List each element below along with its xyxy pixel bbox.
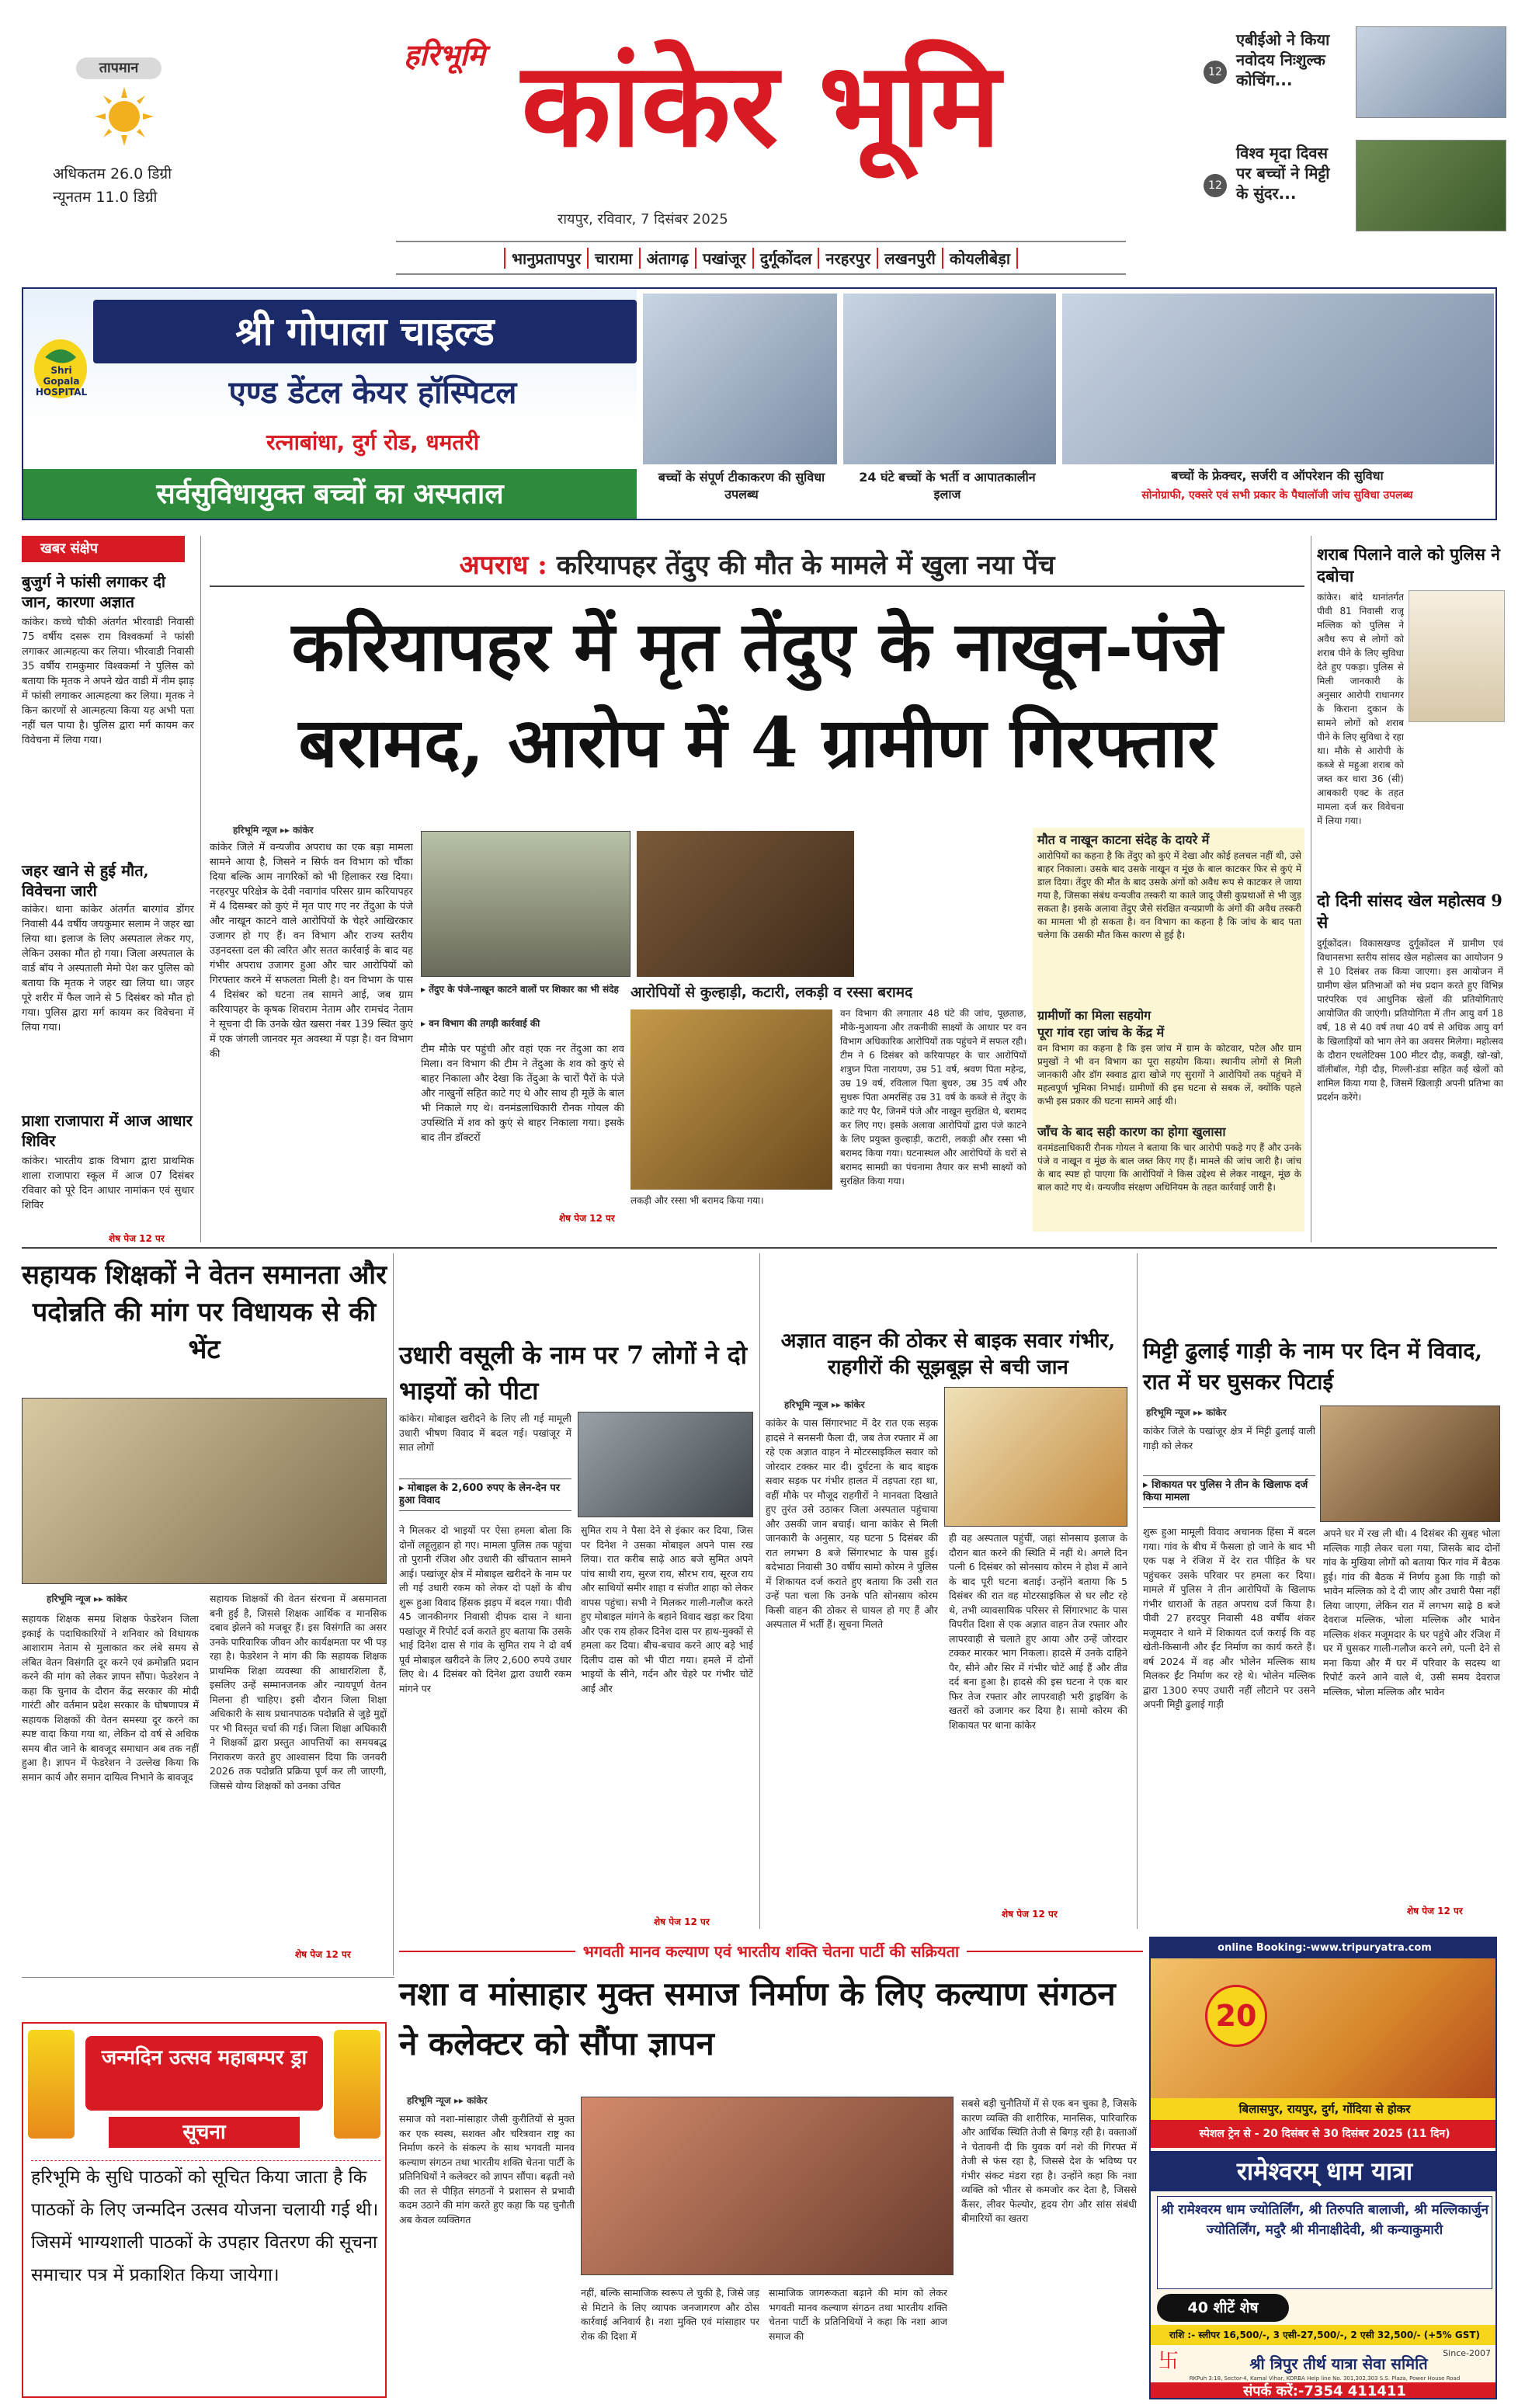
town-item[interactable]: लखनपुरी xyxy=(877,248,942,269)
story-col: सबसे बड़ी चुनौतियों में से एक बन चुका है, जिसके कारण व्यक्ति की शारीरिक, मानसिक, पारिवारिक और आर्थिक स्थिति तेजी से बिगड़ रही है। वक्ताओं ने चेतावनी दी कि युवक वर्ग नशे की गिरफ्त में तेजी से फंस रहा है, जिससे देश के भविष्य पर गंभीर संकट मंडरा रहा है। उन्होंने कहा कि नशा व्यक्ति को भीतर से कमजोर कर देता है, जिससे कैंसर, लीवर फेल्योर, हृदय रोग और सांस संबंधी बीमारियों का खतरा xyxy=(961,2097,1137,2224)
sidebar-body: वन विभाग का कहना है कि इस जांच में ग्राम के कोटवार, पटेल और ग्राम प्रमुखों ने भी वन विभाग का पूरा सहयोग किया। स्थानीय लोगों से मिली जानकारी और डॉग स्क्वाड द्वारा खोजे गए सुरागों ने आरोपियों तक पहुंचने में महत्वपूर्ण भूमिका निभाई। ग्रामीणों की इस घटना से सबक लें, क्योंकि पहले कभी इस प्रकार की घटना सामने आई थी। xyxy=(1037,1043,1301,1107)
hospital-caption-3: बच्चों के फ्रेक्चर, सर्जरी व ऑपरेशन की सुविधा xyxy=(1171,468,1384,483)
story-headline: मिट्टी ढुलाई गाड़ी के नाम पर दिन में विवाद, रात में घर घुसकर पिटाई xyxy=(1143,1338,1482,1395)
birthday-notice-label: सूचना xyxy=(109,2117,300,2148)
sidebar-title: मौत व नाखून काटना संदेह के दायरे में xyxy=(1037,832,1210,847)
teaser-text: विश्व मृदा दिवस पर बच्चों ने मिट्टी के सुंदर... xyxy=(1236,144,1330,203)
accident-illustration xyxy=(944,1387,1127,1527)
hospital-photo-2 xyxy=(843,294,1056,464)
sidebar-body: वनमंडलाधिकारी रौनक गोयल ने बताया कि चार आरोपी पकड़े गए हैं और उनके पंजे व नाखून व मूंछ के बाल जब्त किए गए हैं। मामले की जांच जारी है। जांच के बाद स्पष्ट हो पाएगा कि आरोपियों ने किस उद्देश्य से लेकर नाखून, मूंछ के बाल काटे गए थे। वन्यजीव संरक्षण अधिनियम के तहत कार्रवाई जारी है। xyxy=(1037,1142,1301,1193)
story-subhead: ▸ मोबाइल के 2,600 रुपए के लेन-देन पर हुआ विवाद xyxy=(399,1479,571,1511)
town-item[interactable]: चारामा xyxy=(587,248,638,269)
birthday-ad[interactable] xyxy=(22,2022,387,2398)
weather-min: न्यूनतम 11.0 डिग्री xyxy=(53,189,158,206)
story-headline: नशा व मांसाहार मुक्त समाज निर्माण के लिए कल्याण संगठन ने कलेक्टर को सौंपा ज्ञापन xyxy=(399,1975,1116,2062)
town-item[interactable]: कोयलीबेड़ा xyxy=(942,248,1018,269)
divider xyxy=(200,536,201,1242)
story-col: सामाजिक जागरूकता बढ़ाने की मांग को लेकर भगवती मानव कल्याण संगठन तथा भारतीय शक्ति चेतना पार्टी के प्रतिनिधियों ने कहा कि नशा आज समाज की xyxy=(769,2287,947,2342)
caption-text: वन विभाग की तगड़ी कार्रवाई की xyxy=(429,1018,540,1029)
story-headline: अज्ञात वाहन की ठोकर से बाइक सवार गंभीर, राहगीरों की सूझबूझ से बची जान xyxy=(780,1329,1116,1379)
hospital-photo-1 xyxy=(643,294,837,464)
lead-sidebar xyxy=(1033,828,1304,1232)
brief-headline: बुजुर्ग ने फांसी लगाकर दी जान, कारणा अज्ञात xyxy=(22,572,166,611)
photo-caption-b: ▸ वन विभाग की तगड़ी कार्रवाई की xyxy=(421,1018,540,1029)
right-body: कांकेर। बांदे थानांतर्गत पीवी 81 निवासी राजू मल्लिक को पुलिस ने अवैध रूप से लोगों को शराब पीने के लिए सुविधा देते हुए पकड़ा। पुलिस से मिली जानकारी के अनुसार आरोपी राधानगर के किराना दुकान के सामने लोगों को शराब पीने के लिए सुविधा दे रहा था। मौके से आरोपी के कब्जे से महुआ शराब को जब्त कर धारा 36 (सी) आबकारी एक्ट के तहत मामला दर्ज कर विवेचना में लिया गया। xyxy=(1317,592,1404,826)
teaser-page-badge: 12 xyxy=(1204,174,1227,197)
right-headline: दो दिनी सांसद खेल महोत्सव 9 से xyxy=(1317,891,1502,932)
story-intro: कांकेर। मोबाइल खरीदने के लिए ली गई मामूली उधारी भीषण विवाद में बदल गई। पखांजूर में सात लोगों xyxy=(399,1412,571,1453)
lead-byline: हरिभूमि न्यूज ▸▸ कांकेर xyxy=(233,825,314,836)
dateline: रायपुर, रविवार, 7 दिसंबर 2025 xyxy=(558,211,728,228)
gift-illustration-left xyxy=(28,2030,75,2139)
sidebar-title: पूरा गांव रहा जांच के केंद्र में xyxy=(1037,1025,1165,1040)
hospital-address: रत्नाबांधा, दुर्ग रोड, धमतरी xyxy=(266,429,479,455)
masthead-title: कांकेर भूमि xyxy=(521,36,1001,173)
org-address: RKPuh 3:18, Sector-4, Kamal Vihar, KORBA Help line No. 301,302,303 S.S. Plaza, Power House Road xyxy=(1189,2375,1461,2382)
brief-body: कांकेर। थाना कांकेर अंतर्गत बारगांव डोंगर निवासी 44 वर्षीय जयकुमार सलाम ने जहर खा लिया था। इलाज के लिए अस्पताल लेकर गए, लेकिन उसका मौत हो गया। जिला अस्पताल के वार्ड बॉय ने अस्पताली मेमो पेश कर पुलिस को बताया कि मृतक ने जहर खा लिया था। जहर पूरे शरीर में फैल जाने से 5 दिसंबर को मौत हो गया। पुलिस द्वारा मर्ग कायम कर विवेचना में लिया गया। xyxy=(22,904,194,1034)
hospital-tagline: सर्वसुविधायुक्त बच्चों का अस्पताल xyxy=(23,469,637,519)
price-list: राशि :- स्लीपर 16,500/-, 3 एसी-27,500/-, 2 एसी 32,500/- (+5% GST) xyxy=(1151,2325,1497,2345)
lead-kicker xyxy=(210,544,1304,587)
brief-label: खबर संक्षेप xyxy=(22,536,185,562)
town-item[interactable]: भानुप्रतापपुर xyxy=(504,248,587,269)
caption-text: मोबाइल के 2,600 रुपए के लेन-देन पर हुआ विवाद xyxy=(399,1482,561,1506)
temple-image xyxy=(1151,1958,1497,2098)
hospital-left-panel xyxy=(23,289,637,520)
contact-number[interactable]: संपर्क करें:-7354 411411 xyxy=(1151,2382,1497,2399)
photo-caption-a: ▸ तेंदुए के पंजे-नाखून काटने वालों पर शिकार का भी संदेह xyxy=(421,984,619,995)
leopard-caption: लकड़ी और रस्सा भी बरामद किया गया। xyxy=(630,1195,764,1206)
story-col: ने मिलकर दो भाइयों पर ऐसा हमला बोला कि दोनों लहूलुहान हो गए। मामला पुलिस तक पहुंचा तो पुरानी रंजिश और उधारी की खींचतान सामने आई। पखांजूर क्षेत्र में मोबाइल खरीदने के नाम पर ली गई उधारी रकम को लेकर दो पक्षों के बीच शुरू हुआ विवाद हिंसक झड़प में बदल गया। पीवी 45 जानकीनगर निवासी दीपक दास ने थाना पखांजूर में रिपोर्ट दर्ज कराते हुए बताया कि उसके भाई दिनेश दास से गांव के सुमित राय ने दो वर्ष पूर्व मोबाइल खरीदने के लिए 2,600 रुपये उधार लिए थे। 4 दिसंबर को दिनेश द्वारा उधारी रकम मांगने पर xyxy=(399,1524,571,1694)
divider xyxy=(393,1253,394,1975)
brief-headline: प्राशा राजापारा में आज आधार शिविर xyxy=(22,1111,193,1150)
story-byline: हरिभूमि न्यूज ▸▸ कांकेर xyxy=(407,2095,488,2106)
sun-icon xyxy=(93,85,155,148)
leopard-photo xyxy=(630,1009,832,1190)
hospital-logo-text: Shri Gopala HOSPITAL xyxy=(35,365,88,398)
hospital-photo-3 xyxy=(1062,294,1494,464)
lead-col-1: कांकेर जिले में वन्यजीव अपराध का एक बड़ा मामला सामने आया है, जिसने न सिर्फ वन विभाग को चौंका दिया बल्कि आम नागरिकों को भी हिलाकर रख दिया। नरहरपुर परिक्षेत्र के देवी नवागांव परिसर ग्राम करियापहर में 4 दिसम्बर को कुएं में मृत पाए गए नर तेंदुआ के पंजे और नाखून काटने वाले आरोपियों के चेहरे आखिरकार उजागर हो गए हैं। वन विभाग और राज्य स्तरीय उड़नदस्ता दल की त्वरित और सतत कार्रवाई के बाद यह गंभीर अपराध उजागर हुआ और चार आरोपियों को गिरफ्तार करने में सफलता मिली है। वन विभाग के पास 4 दिसंबर को घटना तब सामने आई, जब ग्राम करियापहर के कृषक शिवराम नेताम और रामचंद नेताम ने सूचना दी कि उनके खेत खसरा नंबर 139 स्थित कुएं में एक जंगली जानवर मृत अवस्था में पड़ा है। वन विभाग की xyxy=(210,842,413,1060)
hospital-caption-4: सोनोग्राफी, एक्सरे एवं सभी प्रकार के पैथालॉजी जांच सुविधा उपलब्ध xyxy=(1141,489,1413,502)
story-byline: हरिभूमि न्यूज ▸▸ कांकेर xyxy=(47,1593,127,1604)
yatra-places: श्री रामेश्वरम धाम ज्योतिर्लिंग, श्री तिरुपति बालाजी, श्री मल्लिकार्जुन ज्योतिर्लिंग, मदुरै श्री मीनाक्षीदेवी, श्री कन्याकुमारी xyxy=(1157,2196,1492,2289)
org-name: श्री त्रिपुर तीर्थ यात्रा सेवा समिति xyxy=(1249,2354,1428,2373)
hospital-caption-2: 24 घंटे बच्चों के भर्ती व आपातकालीन इलाज xyxy=(859,470,1036,502)
yatra-title: रामेश्वरम् धाम यात्रा xyxy=(1151,2151,1497,2191)
story-col: ही वह अस्पताल पहुंचीं, जहां सोनसाय इलाज के दौरान बात करने की स्थिति में नहीं थे। अगले दिन पत्नी 6 दिसंबर को सोनसाय कोरम ने होश में आने के बाद पूरी घटना बताई। उन्होंने बताया कि 5 दिसंबर की रात वह मोटरसाइकिल से घर लौट रहे थे, तभी व्यावसायिक परिसर से सिंगारभाट के पास विपरीत दिशा से एक अज्ञात वाहन तेज रफ्तार और लापरवाही से चलाते हुए आया और उन्हें जोरदार टक्कर मारकर भाग निकला। हादसे में उनके दाहिने पैर, सीने और सिर में गंभीर चोटें आई हैं और तीव्र दर्द बना हुआ है। हादसे की इस घटना ने एक बार फिर तेज रफ्तार और लापरवाही भरी ड्राइविंग के खतरों को उजागर कर दिया है। सामो कोरम की शिकायत पर थाना कांकेर xyxy=(949,1532,1127,1731)
lead-col-2: टीम मौके पर पहुंची और वहां एक नर तेंदुआ का शव मिला। वन विभाग की टीम ने तेंदुआ के शव को कुएं से बाहर निकाला और देखा कि तेंदुआ के चारों पैरों के पंजे और नाखुनों सहित काटे गए थे और साथ ही मूछें के बाल भी निकाले गए थे। वनमंडलाधिकारी रौनक गोयल की उपस्थिति में शव को कुएं से बाहर निकाला गया। इसके बाद तीन डॉक्टरों xyxy=(421,1044,624,1144)
special-train: स्पेशल ट्रेन से - 20 दिसंबर से 30 दिसंबर 2025 (11 दिन) xyxy=(1151,2120,1497,2148)
story-col: अपने घर में रख ली थी। 4 दिसंबर की सुबह भोला मल्लिक गाड़ी लेकर चला गया, जिसके बाद दोनों गांव के मुखिया लोगों को बताया फिर गांव में बैठक हुई। गांव की बैठक में निर्णय हुआ कि गाड़ी को भावेन मल्लिक को दे दी जाए और उधारी पैसा नहीं लिया जाएगा, लेकिन रात में लगभग साढ़े 8 बजे देवराज मल्लिक, भोला मल्लिक और भावेन मल्लिक शंकर मजूमदार के घर पहुंचे और रंजिश में घर में घुसकर गाली-गलौज करने लगे, पत्नी देने से मना किया और मैं घर में परिवार के सदस्य था रिपोर्ट करने आने वाले थे, उसी समय देवराज मल्लिक, भोला मल्लिक और भावेन xyxy=(1323,1527,1500,1697)
kicker-text: करियापहर तेंदुए की मौत के मामले में खुला नया पेंच xyxy=(556,550,1055,581)
story-col: कांकेर के पास सिंगारभाट में देर रात एक सड़क हादसे ने सनसनी फैला दी, जब तेज रफ्तार में आ रहे एक अज्ञात वाहन ने मोटरसाइकिल सवार को जोरदार टक्कर मार दी। दुर्घटना के बाद बाइक सवार सड़क पर गंभीर हालत में तड़पता रहा था, वहीं मौके पर मौजूद राहगीरों ने मानवता दिखाते हुए तुरंत उसे उठाकर जिला अस्पताल पहुंचाया और उसकी जान बचाई। थाना कांकेर से मिली जानकारी के अनुसार, यह घटना 5 दिसंबर की रात लगभग 8 बजे सिंगारभाट के पास हुई। बदेभाठा निवासी 30 वर्षीय सामो कोरम ने पुलिस में शिकायत दर्ज कराते हुए बताया कि उसी रात उन्हें पता चला कि उनके पति सोनसाय कोरम किसी वाहन की ठोकर से घायल हो गए हैं और अस्पताल में भर्ती हैं। सूचना मिलते xyxy=(766,1417,938,1630)
town-item[interactable]: अंतागढ़ xyxy=(639,248,695,269)
evidence-body: वन विभाग की लगातार 48 घंटे की जांच, पूछताछ, मौके-मुआयना और तकनीकी साक्ष्यों के आधार पर वन विभाग अधिकारिक आरोपियों तक पहुंचने में सफल रही। टीम ने 6 दिसंबर को करियापहर के चार आरोपियों शत्रुघ्न पिता नारायण, उम्र 51 वर्ष, श्रवण पिता महेन्द्र, उम्र 19 वर्ष, रविलाल पिता बुधरु, उम्र 35 वर्ष और सुधरू पिता अमरसिंह उम्र 31 वर्ष के कब्जे से तेंदुए के काटे गए पैर, जिनमें पंजे और नाखून सुरक्षित थे, बरामद कर लिए गए। इसके अलावा आरोपियों द्वारा पंजे काटने के लिए प्रयुक्त कुल्हाड़ी, कटारी, लकड़ी और रस्सा भी बरामद किया गया। घटनास्थल और आरोपियों के घरों से बरामद सामग्री का पंचनामा तैयार कर सभी साक्ष्यों को सुरक्षित किया गया। xyxy=(840,1008,1026,1187)
birthday-title: जन्मदिन उत्सव महाबम्पर ड्रा xyxy=(85,2036,323,2111)
cartoon-image xyxy=(1409,590,1505,722)
story-subhead: ▸ शिकायत पर पुलिस ने तीन के खिलाफ दर्ज किया मामला xyxy=(1143,1475,1315,1508)
sidebar-title: ग्रामीणों का मिला सहयोग xyxy=(1037,1008,1152,1023)
continued-link[interactable]: शेष पेज 12 पर xyxy=(1407,1906,1463,1916)
teaser-1[interactable] xyxy=(1204,26,1506,120)
caption-text: शिकायत पर पुलिस ने तीन के खिलाफ दर्ज किया मामला xyxy=(1143,1479,1308,1503)
hospital-name-2: एण्ड डेंटल केयर हॉस्पिटल xyxy=(228,374,517,411)
seats-left: 40 शीटें शेष xyxy=(1157,2294,1289,2322)
weather-box xyxy=(45,54,200,241)
caption-text: तेंदुए के पंजे-नाखून काटने वालों पर शिकार का भी संदेह xyxy=(429,984,619,995)
hospital-logo xyxy=(30,334,92,419)
weather-max: अधिकतम 26.0 डिग्री xyxy=(53,165,172,182)
sidebar-title: जाँच के बाद सही कारण का होगा खुलासा xyxy=(1037,1124,1226,1139)
teaser-page-badge: 12 xyxy=(1204,61,1227,84)
divider xyxy=(1137,1253,1138,1929)
teaser-photo xyxy=(1356,140,1506,231)
weather-label: तापमान xyxy=(76,57,162,79)
sidebar-body: आरोपियों का कहना है कि तेंदुए को कुएं में देखा और कोई हलचल नहीं थी, उसे बाहर निकाला। उसके बाद उसके नाखून व मूंछ के बाल काटकर फिर से कुएं में डाल दिया। तेंदुए की मौत के बाद उसके अंगों को अवैध रूप से काटकर ले जाया गया है, जिसका संबंध वन्यजीव तस्करी या काले जादू जैसी कुप्रथाओं से भी जुड़ सकता है। इसके अलावा तेंदुए जैसे संरक्षित वन्यप्राणी के अंगों की अवैध तस्करी का मामला भी हो सकता है। वन विभाग का कहना है कि जांच के बाद पता चलेगा कि उसकी मौत किस कारण से हुई है। xyxy=(1037,850,1301,940)
town-item[interactable]: नरहरपुर xyxy=(818,248,877,269)
continued-link[interactable]: शेष पेज 12 पर xyxy=(654,1916,710,1927)
route-text: बिलासपुर, रायपुर, दुर्ग, गोंदिया से होकर xyxy=(1151,2098,1497,2120)
days-badge: 20 xyxy=(1205,1985,1267,2047)
story-photo xyxy=(581,2097,954,2275)
story-byline: हरिभूमि न्यूज ▸▸ कांकेर xyxy=(1146,1407,1227,1418)
continued-link[interactable]: शेष पेज 12 पर xyxy=(295,1949,351,1960)
well-photo xyxy=(637,831,854,977)
town-bar xyxy=(396,241,1126,275)
brief-body: कांकेर। भारतीय डाक विभाग द्वारा प्राथमिक शाला राजापारा स्कूल में आज 07 दिसंबर रविवार को पूरे दिन आधार नामांकन एवं सुधार शिविर xyxy=(22,1155,194,1211)
story-col: सुमित राय ने पैसा देने से इंकार कर दिया, जिस पर दिनेश ने उसका मोबाइल अपने पास रख लिया। रात करीब साढ़े आठ बजे सुमित अपने पांच साथी राय, सुरज राय, सौरभ राय, सूरज राय और साथियों समीर शाहा व संजीत शाहा को लेकर वापस पहुंचा। सभी ने मिलकर गाली-गलौज करते हुए मोबाइल मांगने के बहाने विवाद खड़ा कर दिया और एक राय होकर दिनेश दास पर हाथ-मुक्कों से हमला कर दिया। बीच-बचाव करने आए बड़े भाई दिलीप दास को भी पीटा गया। हमले में दोनों भाइयों के सीने, गर्दन और चेहरे पर गंभीर चोटें आईं और xyxy=(581,1524,753,1694)
hospital-ad[interactable] xyxy=(22,287,1497,520)
continued-link[interactable]: शेष पेज 12 पर xyxy=(1002,1909,1058,1920)
story-col: नहीं, बल्कि सामाजिक स्वरूप ले चुकी है, जिसे जड़ से मिटाने के लिए व्यापक जनजागरण और ठोस कार्रवाई अनिवार्य है। नशा मुक्ति एवं मांसाहार पर रोक की दिशा में xyxy=(581,2287,759,2342)
story-headline: उधारी वसूली के नाम पर 7 लोगों ने दो भाइयों को पीटा xyxy=(399,1340,748,1406)
continued-link[interactable]: शेष पेज 12 पर xyxy=(559,1213,615,1224)
since-year: Since-2007 xyxy=(1443,2348,1491,2358)
gift-illustration-right xyxy=(334,2030,380,2139)
divider xyxy=(22,1977,394,1978)
story-photo xyxy=(22,1398,387,1584)
story-col: शुरू हुआ मामूली विवाद अचानक हिंसा में बदल गया। गांव के बीच में फैसला हो जाने के बाद भी एक पक्ष ने रंजिश में देर रात पीड़ित के घर पहुंचकर उसके परिवार पर हमला कर दिया। मामले में पुलिस ने तीन आरोपियों के खिलाफ गंभीर धाराओं के तहत अपराध दर्ज किया है। पीवी 27 हरदपुर निवासी 48 वर्षीय शंकर मजूमदार ने थाने में शिकायत दर्ज कराई कि वह खेती-किसानी और ईंट निर्माण का कार्य करते हैं। वर्ष 2024 में वह और भोलेन मल्लिक साथ मिलकर ईंट निर्माण कर रहे थे। भोलेन मल्लिक द्वारा 1300 रुपए उधारी नहीं लौटाने पर उसने अपनी मिट्टी ढुलाई गाड़ी xyxy=(1143,1526,1315,1710)
story5-banner xyxy=(399,1937,1143,1966)
right-body: दुर्गूकोंदल। विकासखण्ड दुर्गूकोंदल में ग्रामीण एवं विधानसभा स्तरीय सांसद खेल महोत्सव का आयोजन 9 से 10 दिसंबर तक किया जाएगा। इस आयोजन में ग्रामीण खेल प्रतिभाओं को मंच प्रदान करते हुए विभिन्न पारंपरिक एवं आधुनिक खेलों की प्रतियोगिताएं आयोजित की जाएंगी। प्रतियोगिता में तीन आयु वर्ग 18 वर्ष, 18 से 40 वर्ष तथा 40 वर्ष से अधिक आयु वर्ग के खिलाड़ियों को भाग लेने का अवसर मिलेगा। महोत्सव के दौरान एथलेटिक्स 100 मीटर दौड़, कबड्डी, खो-खो, वॉलीबॉल, गेड़ी दौड़, गिल्ली-डंडा सहित कई खेलों को शामिल किया गया है, जिसमें खिलाड़ी अपनी प्रतिभा का प्रदर्शन करेंगे। xyxy=(1317,938,1503,1103)
hospital-caption-1: बच्चों के संपूर्ण टीकाकरण की सुविधा उपलब्ध xyxy=(658,470,825,502)
banner-text: भगवती मानव कल्याण एवं भारतीय शक्ति चेतना पार्टी की सक्रियता xyxy=(575,1942,967,1961)
teaser-2[interactable] xyxy=(1204,140,1506,233)
accused-photo xyxy=(421,831,630,977)
story-intro: कांकेर जिले के पखांजूर क्षेत्र में मिट्टी ढुलाई वाली गाड़ी को लेकर xyxy=(1143,1425,1315,1451)
town-item[interactable]: दुर्गूकोंदल xyxy=(752,248,818,269)
divider xyxy=(759,1253,760,1929)
divider xyxy=(22,1247,1497,1249)
story-photo xyxy=(578,1412,753,1517)
story-col: समाज को नशा-मांसाहार जैसी कुरीतियों से मुक्त कर एक स्वस्थ, सशक्त और चरित्रवान राष्ट्र का निर्माण करने के संकल्प के साथ भगवती मानव कल्याण संगठन तथा भारतीय शक्ति चेतना पार्टी के प्रतिनिधियों ने कलेक्टर को ज्ञापन सौंपा। बढ़ती नशे की लत से पीड़ित संगठनों ने प्रशासन से प्रभावी कदम उठाने की मांग करते हुए कहा कि यह चुनौती अब केवल व्यक्तिगत xyxy=(399,2113,575,2226)
story-photo xyxy=(1320,1406,1500,1522)
lead-headline: करियापहर में मृत तेंदुए के नाखून-पंजे बरामद, आरोप में 4 ग्रामीण गिरफ्तार xyxy=(291,606,1223,783)
story-col: सहायक शिक्षकों की वेतन संरचना में असमानता बनी हुई है, जिससे शिक्षक आर्थिक व मानसिक दबाव झेलने को मजबूर हैं। इस विसंगति का असर उनके पारिवारिक जीवन और कार्यक्षमता पर भी पड़ रहा है। फेडरेशन ने मांग की कि सहायक शिक्षक प्राथमिक शिक्षा व्यवस्था की आधारशिला हैं, इसलिए उन्हें सम्मानजनक और न्यायपूर्ण वेतन मिलना ही चाहिए। इसी दौरान जिला शिक्षा अधिकारी के साथ प्रधानपाठक पदोन्नति से जुड़े मुद्दों पर भी विस्तृत चर्चा की गई। जिला शिक्षा अधिकारी ने शिक्षकों द्वारा प्रस्तुत आपत्तियों का समयबद्ध निराकरण करते हुए आश्वासन दिया कि जनवरी 2026 तक पदोन्नति प्रक्रिया पूर्ण कर ली जाएगी, जिससे योग्य शिक्षकों को उनका उचित xyxy=(210,1593,387,1791)
story-byline: हरिभूमि न्यूज ▸▸ कांकेर xyxy=(784,1399,865,1410)
brief-body: कांकेर। कच्चे चौकी अंतर्गत भीरवाडी निवासी 75 वर्षीय दसरू राम विश्वकर्मा ने फांसी लगाकर आत्महत्या कर लिया। भीरवाडी निवासी 35 वर्षीय रामकुमार विश्वकर्मा ने पुलिस को बताया कि मृतक ने अपने खेत वाडी में नीम झाड़ में फांसी लगाकर आत्महत्या कर लिया। मृतक ने किन कारणों से आत्महत्या किया यह अभी पता नहीं चल पाया है। पुलिस द्वारा मर्ग कायम कर विवेचना में लिया गया। xyxy=(22,617,194,746)
brief-headline: जहर खाने से हुई मौत, विवेचना जारी xyxy=(22,861,149,900)
town-item[interactable]: पखांजूर xyxy=(695,248,752,269)
teaser-photo xyxy=(1356,26,1506,118)
story-headline: सहायक शिक्षकों ने वेतन समानता और पदोन्नति की मांग पर विधायक से की भेंट xyxy=(22,1260,387,1365)
right-headline: शराब पिलाने वाले को पुलिस ने दबोचा xyxy=(1317,544,1500,585)
teaser-text: एबीईओ ने किया नवोदय निःशुल्क कोचिंग... xyxy=(1236,30,1330,89)
evidence-box-title: आरोपियों से कुल्हाड़ी, कटारी, लकड़ी व रस्सा बरामद xyxy=(630,984,913,1001)
birthday-body: हरिभूमि के सुधि पाठकों को सूचित किया जाता है कि पाठकों के लिए जन्मदिन उत्सव योजना चलायी गई थी। जिसमें भाग्यशाली पाठकों के उपहार वितरण की सूचना समाचार पत्र में प्रकाशित किया जायेगा। xyxy=(31,2160,380,2393)
hospital-name: श्री गोपाला चाइल्ड xyxy=(93,300,637,363)
swastik-icon: 卐 xyxy=(1158,2350,1179,2373)
kicker-label: अपराध : xyxy=(459,550,547,581)
brand-label: हरिभूमि xyxy=(404,37,485,72)
booking-url[interactable]: online Booking:-www.tripuryatra.com xyxy=(1151,1938,1497,1958)
story-col: सहायक शिक्षक समग्र शिक्षक फेडरेशन जिला इकाई के पदाधिकारियों ने शनिवार को विधायक आशाराम नेताम से मुलाकात कर लंबे समय से लंबित वेतन विसंगति दूर करने एवं क्रमोन्नति प्रदान करने की मांग को लेकर ज्ञापन सौंपा। फेडरेशन ने कहा कि चुनाव के दौरान केंद्र सरकार की मोदी गारंटी और वर्तमान प्रदेश सरकार के घोषणापत्र में सहायक शिक्षकों की वेतन समस्या दूर करने का स्पष्ट वादा किया गया था, लेकिन दो वर्ष से अधिक समय बीत जाने के बावजूद समाधान अब तक नहीं हुआ है। ज्ञापन में फेडरेशन ने उल्लेख किया कि समान कार्य और समान दायित्व निभाने के बावजूद xyxy=(22,1613,199,1783)
travel-ad[interactable] xyxy=(1149,1937,1497,2399)
continued-link[interactable]: शेष पेज 12 पर xyxy=(109,1233,165,1244)
